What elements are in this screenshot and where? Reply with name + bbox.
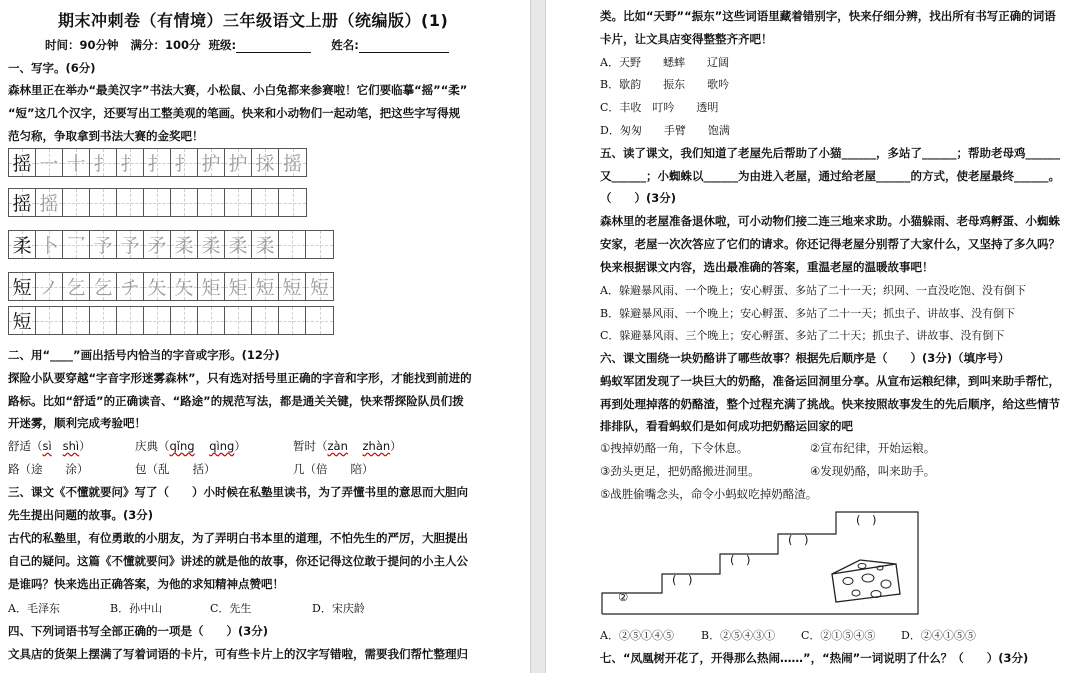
writing-grid-duan-practice[interactable] <box>8 306 334 335</box>
section6-text-2: 再到处理掉落的奶酪渣，整个过程充满了挑战。快来按照故事发生的先后顺序，给这些情节 <box>600 397 1060 411</box>
pinyin-item-3-word: 暂时（ <box>293 439 328 453</box>
grid-char: 短 <box>12 311 32 333</box>
section5-text-2: 安家，老屋一次次答应了它们的请求。你还记得老屋分别帮了大家什么，又坚持了多久吗？ <box>600 237 1060 251</box>
grid-char: 短 <box>12 277 32 299</box>
grid-char: 卜 <box>39 235 59 257</box>
grid-char: 护 <box>201 153 221 175</box>
grid-cell[interactable] <box>144 273 171 300</box>
grid-char: 摇 <box>39 193 59 215</box>
grid-cell[interactable] <box>252 307 279 334</box>
grid-cell[interactable] <box>171 307 198 334</box>
stair-step-1: ② <box>618 590 629 604</box>
pinyin-item-1[interactable] <box>8 438 91 454</box>
grid-cell[interactable] <box>117 231 144 258</box>
s4-option-d[interactable]: D．匆匆 手臂 饱满 <box>600 124 730 137</box>
section1-text-3: 范匀称，争取拿到书法大赛的金奖吧！ <box>8 129 204 143</box>
section4-text-cont: 类。比如“天野”“振东”这些词语里藏着错别字，快来仔细分辨，找出所有书写正确的词语 <box>600 9 1056 23</box>
grid-char: 十 <box>66 153 86 175</box>
pinyin-option[interactable]: shì <box>62 439 80 453</box>
meta-class: 班级: <box>208 38 237 52</box>
grid-cell[interactable] <box>9 273 36 300</box>
grid-char: 乛 <box>66 235 86 257</box>
stair-step-2[interactable]: ( ) <box>672 573 693 587</box>
grid-cell[interactable] <box>117 149 144 176</box>
grid-cell[interactable] <box>198 273 225 300</box>
s3-option-c[interactable]: C．先生 <box>210 602 252 615</box>
grid-cell[interactable] <box>198 307 225 334</box>
section1-heading: 一、写字。(6分) <box>8 61 96 75</box>
grid-char: 矛 <box>147 235 167 257</box>
section6-text-3: 排排队，看看蚂蚁们是如何成功把奶酪运回家的吧 <box>600 419 853 433</box>
glyph-item-2[interactable]: 包（乱 括） <box>135 462 216 476</box>
glyph-item-1[interactable]: 路（途 涂） <box>8 462 89 476</box>
grid-char: 扌 <box>120 153 140 175</box>
grid-cell[interactable] <box>306 231 333 258</box>
grid-cell[interactable] <box>144 231 171 258</box>
grid-cell[interactable] <box>171 273 198 300</box>
page-divider <box>530 0 546 673</box>
grid-char: 柔 <box>228 235 248 257</box>
grid-char: 柔 <box>255 235 275 257</box>
section3-text: 古代的私塾里，有位勇敢的小朋友，为了弄明白书本里的道理，不怕先生的严厉，大胆提出 <box>8 531 468 545</box>
cheese-icon <box>832 560 900 602</box>
section5-heading: 五、读了课文，我们知道了老屋先后帮助了小猫______，多站了______；帮助老母鸡______ <box>600 146 1060 160</box>
section6-text: 蚂蚁军团发现了一块巨大的奶酪，准备运回洞里分享。从宣布运粮纪律，到叫来助手帮忙， <box>600 374 1060 388</box>
grid-cell[interactable] <box>117 189 144 216</box>
paren-close: ） <box>390 439 402 453</box>
grid-cell[interactable] <box>36 189 63 216</box>
grid-char: 予 <box>93 235 113 257</box>
grid-char: 短 <box>255 277 275 299</box>
grid-cell[interactable] <box>36 307 63 334</box>
s5-option-b[interactable]: B．躲避暴风雨、一个晚上；安心孵蛋、多站了二十一天；抓虫子、讲故事、没有倒下 <box>600 307 1016 320</box>
grid-cell[interactable] <box>252 189 279 216</box>
grid-char: 摇 <box>12 193 32 215</box>
story-item-4: ④发现奶酪，叫来助手。 <box>810 464 936 478</box>
grid-cell[interactable] <box>144 307 171 334</box>
grid-char: 矩 <box>228 277 248 299</box>
section3-heading-2: 先生提出问题的故事。(3分) <box>8 508 154 522</box>
class-field[interactable] <box>236 52 311 53</box>
grid-char: 扌 <box>147 153 167 175</box>
grid-char: 摇 <box>282 153 302 175</box>
section3-heading: 三、课文《不懂就要问》写了（ ）小时候在私塾里读书，为了弄懂书里的意思而大胆向 <box>8 485 468 499</box>
grid-cell[interactable] <box>90 189 117 216</box>
s4-option-b[interactable]: B．歇韵 振东 歌吟 <box>600 78 730 91</box>
grid-cell[interactable] <box>225 273 252 300</box>
section4-text-cont-2: 卡片，让文具店变得整整齐齐吧！ <box>600 32 773 46</box>
grid-cell[interactable] <box>279 189 306 216</box>
pinyin-item-1-word: 舒适（ <box>8 439 43 453</box>
section6-heading: 六、课文围绕一块奶酪讲了哪些故事？根据先后顺序是（ ）(3分)（填序号） <box>600 351 1010 365</box>
meta-time: 时间：90分钟 <box>45 38 119 52</box>
grid-char: 短 <box>282 277 302 299</box>
grid-char: 扌 <box>93 153 113 175</box>
left-page <box>0 0 530 673</box>
grid-cell[interactable] <box>90 149 117 176</box>
grid-cell[interactable] <box>306 307 333 334</box>
grid-char: 予 <box>120 235 140 257</box>
grid-cell[interactable] <box>171 231 198 258</box>
pinyin-item-2-word: 庆典（ <box>135 439 170 453</box>
grid-char: 矩 <box>201 277 221 299</box>
s3-option-a[interactable]: A．毛泽东 <box>8 602 60 615</box>
stair-step-5[interactable]: ( ) <box>856 513 877 527</box>
grid-char: 扌 <box>174 153 194 175</box>
section5-heading-2: 又______；小蜘蛛以______为由进入老屋，通过给老屋______的方式，使老屋最终______。 <box>600 169 1060 183</box>
grid-char: 一 <box>39 153 59 175</box>
section4-heading: 四、下列词语书写全部正确的一项是（ ）(3分) <box>8 624 269 638</box>
exam-title: 期末冲刺卷（有情境）三年级语文上册（统编版）(1) <box>58 11 449 30</box>
section2-text: 探险小队要穿越“字音字形迷雾森林”，只有选对括号里正确的字音和字形，才能找到前进的 <box>8 371 472 385</box>
section4-text: 文具店的货架上摆满了写着词语的卡片，可有些卡片上的汉字写错啦，需要我们帮忙整理归 <box>8 647 468 661</box>
grid-cell[interactable] <box>63 307 90 334</box>
grid-cell[interactable] <box>144 189 171 216</box>
grid-cell[interactable] <box>279 149 306 176</box>
section1-text-2: “短”这几个汉字，还要写出工整美观的笔画。快来和小动物们一起动笔，把这些字写得规 <box>8 106 461 120</box>
grid-cell[interactable] <box>63 231 90 258</box>
pinyin-option[interactable]: qìng <box>209 439 235 453</box>
s6-option-c[interactable]: C．②①⑤④⑤ <box>801 629 876 642</box>
grid-cell[interactable] <box>279 273 306 300</box>
grid-cell[interactable] <box>171 149 198 176</box>
grid-char: 短 <box>309 277 329 299</box>
s3-option-b[interactable]: B．孙中山 <box>110 602 163 615</box>
grid-cell[interactable] <box>225 231 252 258</box>
grid-cell[interactable] <box>279 307 306 334</box>
grid-cell[interactable] <box>144 149 171 176</box>
grid-char: ノ <box>39 277 59 299</box>
grid-cell[interactable] <box>36 149 63 176</box>
section7-heading: 七、“凤凰树开花了，开得那么热闹……”，“热闹”一词说明了什么？（ ）(3分) <box>600 651 1029 665</box>
s6-option-d[interactable]: D．②④①⑤⑤ <box>901 629 976 642</box>
writing-grid-yao-practice[interactable] <box>8 188 307 217</box>
s3-option-d[interactable]: D．宋庆龄 <box>312 602 365 615</box>
s4-option-c[interactable]: C．丰收 叮吟 透明 <box>600 101 719 114</box>
grid-cell[interactable] <box>279 231 306 258</box>
grid-cell[interactable] <box>36 273 63 300</box>
pinyin-option[interactable]: sì <box>42 439 52 453</box>
story-item-1: ①拽掉奶酪一角，下令休息。 <box>600 441 749 455</box>
pinyin-option[interactable]: qǐng <box>169 439 195 453</box>
grid-cell[interactable] <box>9 149 36 176</box>
story-item-5: ⑤战胜偷嘴念头，命令小蚂蚁吃掉奶酪渣。 <box>600 487 818 501</box>
grid-char: 乞 <box>93 277 113 299</box>
grid-cell[interactable] <box>90 273 117 300</box>
grid-char: 柔 <box>201 235 221 257</box>
writing-grid-duan[interactable] <box>8 272 334 301</box>
grid-cell[interactable] <box>90 231 117 258</box>
story-item-2: ②宣布纪律，开始运粮。 <box>810 441 936 455</box>
section2-heading: 二、用“____”画出括号内恰当的字音或字形。(12分) <box>8 348 280 362</box>
grid-cell[interactable] <box>198 231 225 258</box>
grid-cell[interactable] <box>117 307 144 334</box>
pinyin-item-3[interactable] <box>293 438 402 454</box>
grid-cell[interactable] <box>252 149 279 176</box>
meta-score: 满分：100分 <box>130 38 201 52</box>
pinyin-item-2[interactable] <box>135 438 246 454</box>
grid-cell[interactable] <box>63 189 90 216</box>
s5-option-c[interactable]: C．躲避暴风雨、三个晚上；安心孵蛋、多站了二十天；抓虫子、讲故事、没有倒下 <box>600 329 1005 342</box>
grid-cell[interactable] <box>117 273 144 300</box>
stair-step-3[interactable]: ( ) <box>730 553 751 567</box>
pinyin-option[interactable]: zàn <box>327 439 348 453</box>
section5-text: 森林里的老屋准备退休啦，可小动物们接二连三地来求助。小猫躲雨、老母鸡孵蛋、小蜘蛛 <box>600 214 1060 228</box>
grid-cell[interactable] <box>63 273 90 300</box>
section3-text-2: 自己的疑问。这篇《不懂就要问》讲述的就是他的故事，你还记得这位敢于提问的小主人公 <box>8 554 468 568</box>
grid-cell[interactable] <box>306 273 333 300</box>
grid-char: 护 <box>228 153 248 175</box>
grid-cell[interactable] <box>9 307 36 334</box>
grid-cell[interactable] <box>225 307 252 334</box>
name-field[interactable] <box>359 52 449 53</box>
section5-text-3: 快来根据课文内容，选出最准确的答案，重温老屋的温暖故事吧！ <box>600 260 934 274</box>
grid-cell[interactable] <box>198 189 225 216</box>
glyph-item-3[interactable]: 几（倍 陪） <box>293 462 374 476</box>
pinyin-option[interactable]: zhàn <box>362 439 391 453</box>
grid-cell[interactable] <box>9 189 36 216</box>
grid-char: 摇 <box>12 153 32 175</box>
grid-cell[interactable] <box>63 149 90 176</box>
grid-cell[interactable] <box>225 189 252 216</box>
stair-step-4[interactable]: ( ) <box>788 533 809 547</box>
section1-text: 森林里正在举办“最美汉字”书法大赛，小松鼠、小白兔都来参赛啦！它们要临摹“摇”“柔” <box>8 83 468 97</box>
grid-char: 柔 <box>174 235 194 257</box>
s6-option-a[interactable]: A．②⑤①④⑤ <box>600 629 674 642</box>
s4-option-a[interactable]: A．天野 蟋蟀 辽阔 <box>600 56 729 69</box>
s6-option-b[interactable]: B．②⑤④③① <box>701 629 776 642</box>
grid-char: 矢 <box>174 277 194 299</box>
grid-cell[interactable] <box>225 149 252 176</box>
grid-cell[interactable] <box>252 273 279 300</box>
grid-cell[interactable] <box>36 231 63 258</box>
right-page <box>546 0 1080 673</box>
s5-option-a[interactable]: A．躲避暴风雨、一个晚上；安心孵蛋、多站了二十一天；织网、一直没吃饱、没有倒下 <box>600 284 1026 297</box>
grid-cell[interactable] <box>9 231 36 258</box>
grid-char: 採 <box>255 153 275 175</box>
paren-close: ） <box>79 439 91 453</box>
grid-char: チ <box>120 277 140 299</box>
section2-text-2: 路标。比如“舒适”的正确读音、“路途”的规范写法，都是通关关键，快来帮探险队员们拨 <box>8 394 464 408</box>
section3-text-3: 是谁吗？快来选出正确答案，为他的求知精神点赞吧！ <box>8 577 284 591</box>
grid-char: 乞 <box>66 277 86 299</box>
grid-char: 柔 <box>12 235 32 257</box>
paren-close: ） <box>234 439 246 453</box>
grid-cell[interactable] <box>90 307 117 334</box>
writing-grid-yao[interactable] <box>8 148 307 177</box>
section5-heading-3: （ ）(3分) <box>600 191 677 205</box>
grid-cell[interactable] <box>198 149 225 176</box>
section2-text-3: 开迷雾，顺利完成考验吧！ <box>8 416 146 430</box>
writing-grid-rou[interactable] <box>8 230 334 259</box>
exam-meta <box>45 37 449 53</box>
meta-name: 姓名: <box>331 38 359 52</box>
story-item-3: ③劲头更足，把奶酪搬进洞里。 <box>600 464 760 478</box>
grid-cell[interactable] <box>252 231 279 258</box>
grid-cell[interactable] <box>171 189 198 216</box>
grid-char: 矢 <box>147 277 167 299</box>
